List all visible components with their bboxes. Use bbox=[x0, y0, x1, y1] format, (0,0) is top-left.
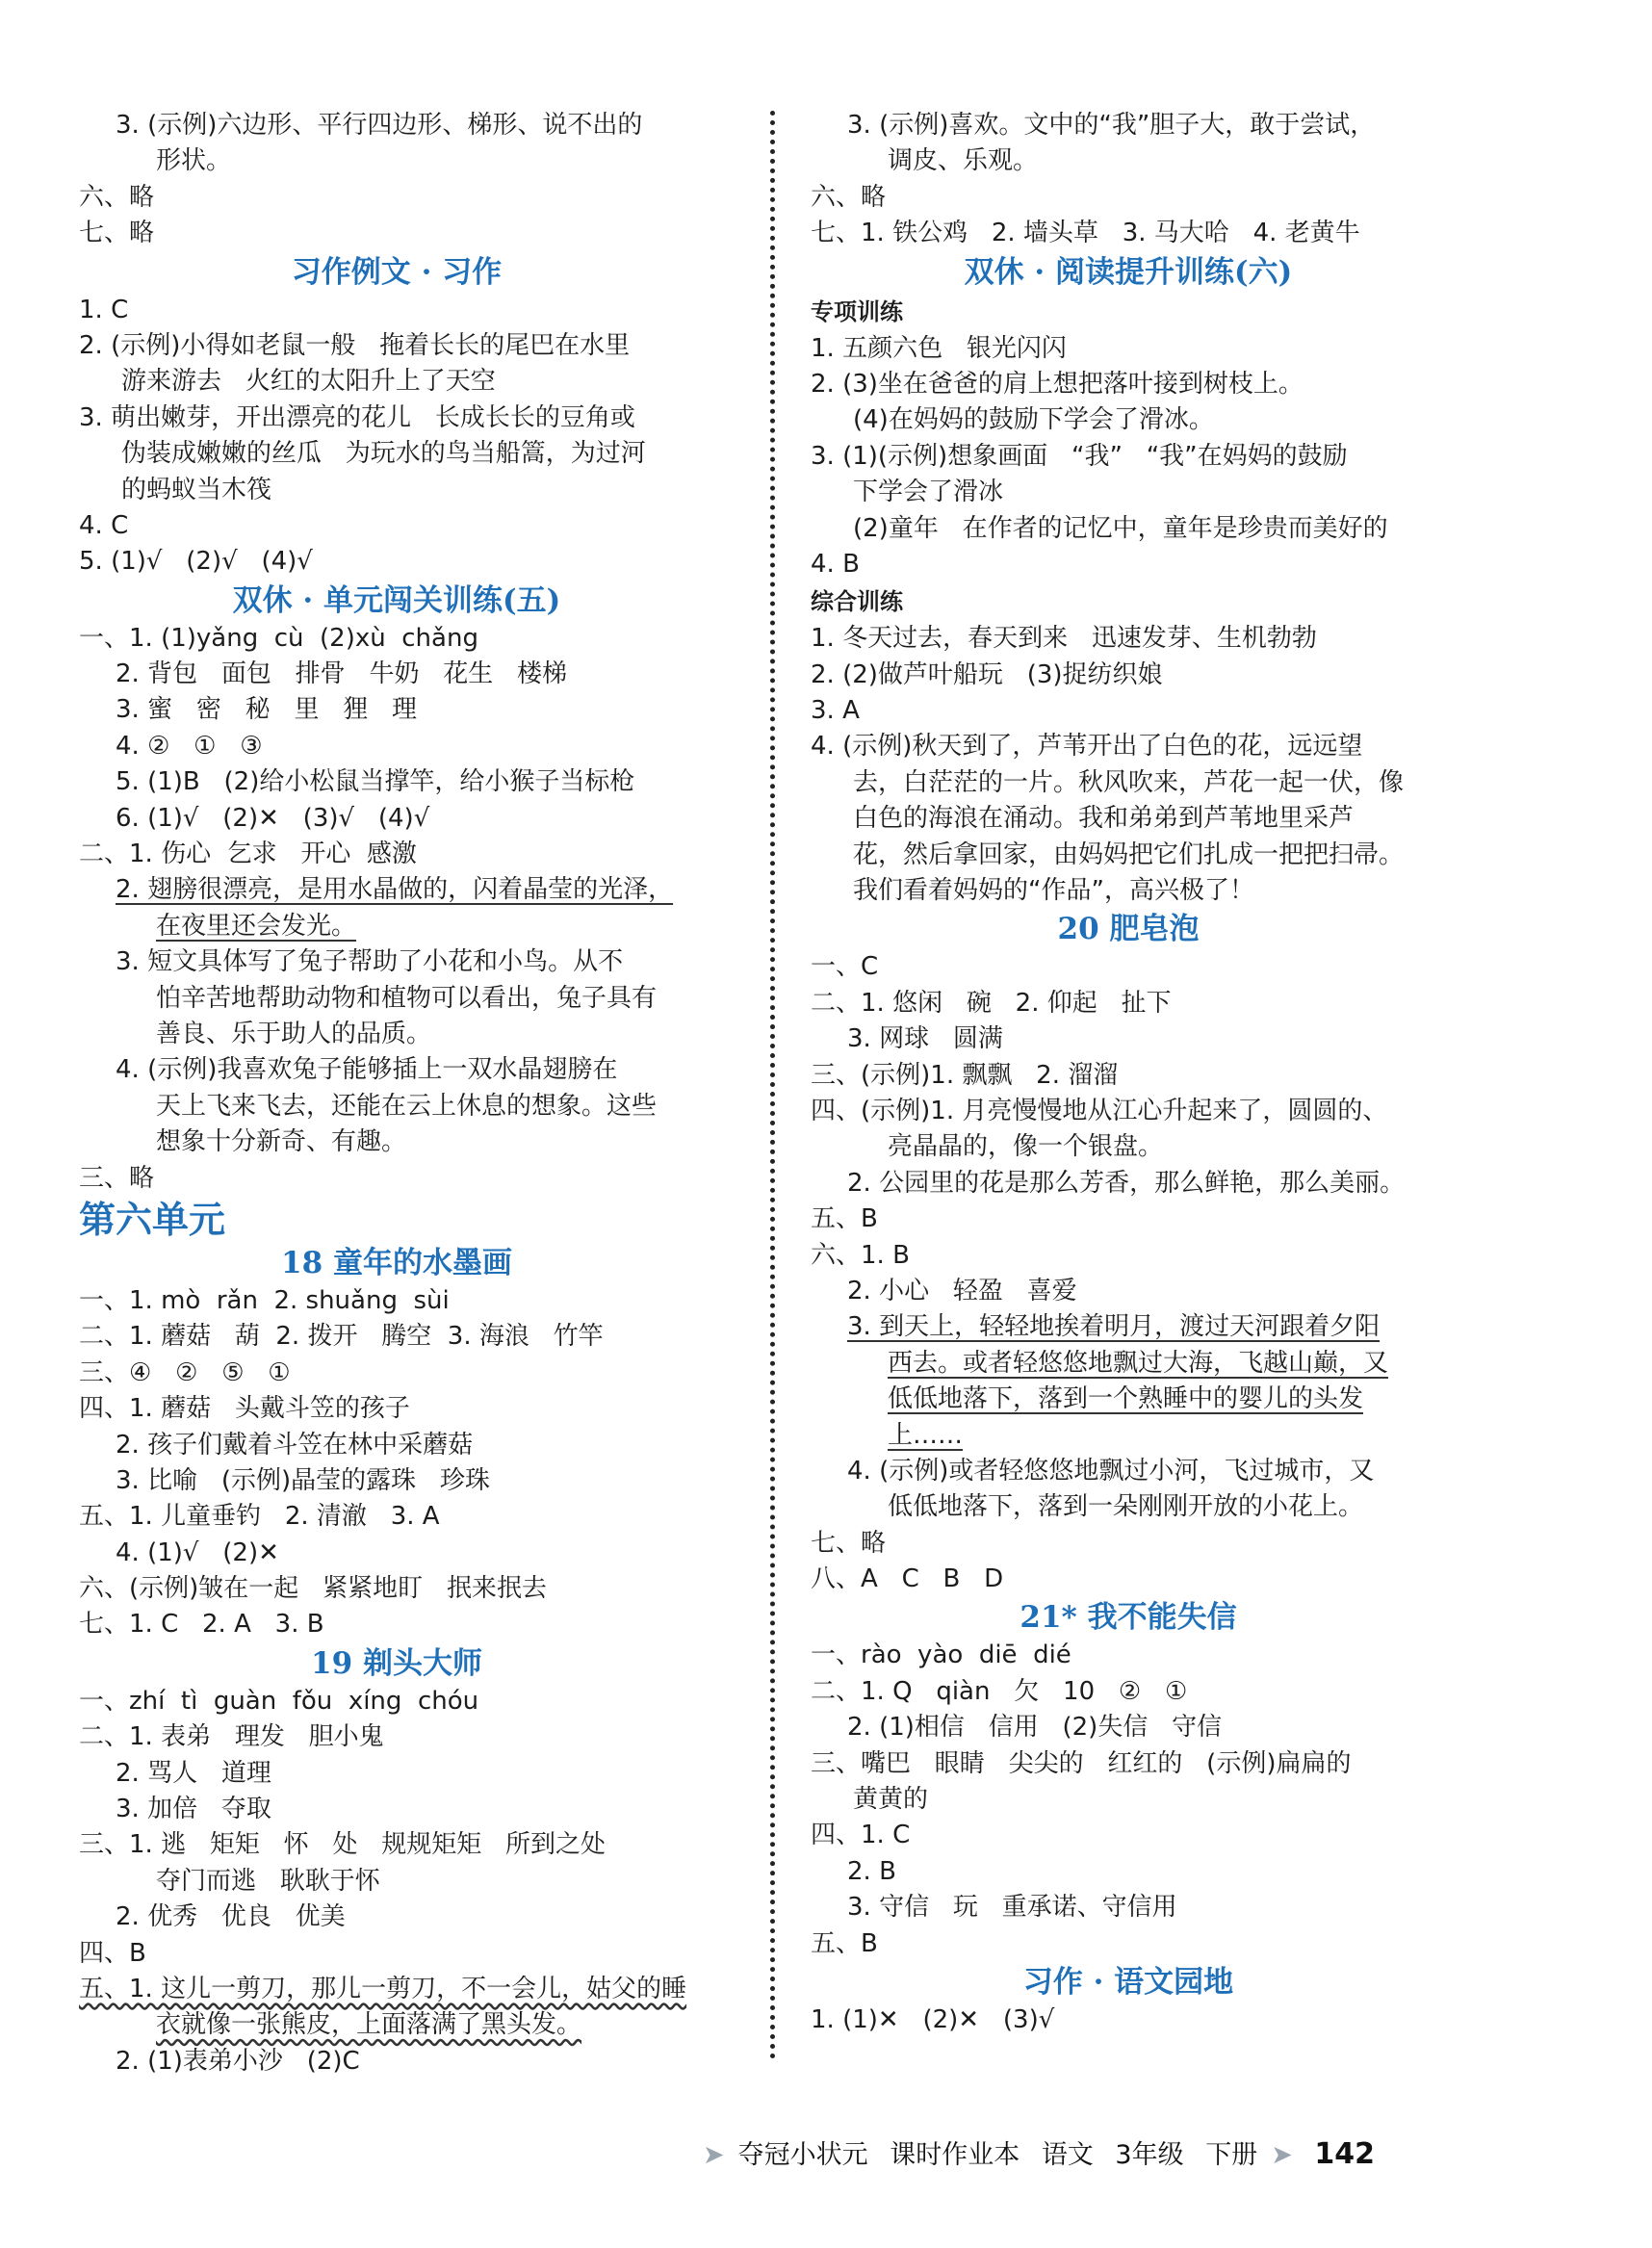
answer-line: 三、④ ② ⑤ ① bbox=[79, 1357, 291, 1387]
answer-line: 低低地落下，落到一朵刚刚开放的小花上。 bbox=[888, 1492, 1364, 1522]
answer-line: 六、略 bbox=[811, 182, 887, 212]
answer-line: 3. 守信 玩 重承诺、守信用 bbox=[847, 1893, 1177, 1923]
answer-line: 三、嘴巴 眼睛 尖尖的 红红的 (示例)扁扁的 bbox=[811, 1748, 1352, 1778]
answer-line: 5. (1)√ (2)√ (4)√ bbox=[79, 547, 313, 577]
answer-line: 3. 网球 圆满 bbox=[847, 1024, 1003, 1054]
answer-line: 白色的海浪在涌动。我和弟弟到芦苇地里采芦 bbox=[853, 804, 1355, 834]
answer-line: 六、(示例)皱在一起 紧紧地盯 抿来抿去 bbox=[79, 1574, 547, 1604]
answer-line: 3. 萌出嫩芽，开出漂亮的花儿 长成长长的豆角或 bbox=[79, 402, 635, 432]
arrow-right-icon: ➤ bbox=[1271, 2140, 1293, 2170]
answer-line: 的蚂蚁当木筏 bbox=[121, 475, 272, 504]
answer-line: 3. A bbox=[811, 696, 860, 726]
answer-line: 在夜里还会发光。 bbox=[156, 911, 357, 941]
answer-line: 3. 比喻 (示例)晶莹的露珠 珍珠 bbox=[116, 1465, 490, 1495]
answer-line: 夺门而逃 耿耿于怀 bbox=[156, 1866, 380, 1896]
answer-line: 2. 背包 面包 排骨 牛奶 花生 楼梯 bbox=[116, 659, 568, 689]
footer-brand: 夺冠小状元 bbox=[737, 2140, 868, 2170]
answer-line: 善良、乐于助人的品质。 bbox=[156, 1019, 432, 1048]
answer-line: 2. 骂人 道理 bbox=[116, 1758, 271, 1788]
answer-line: 下学会了滑冰 bbox=[853, 478, 1004, 507]
answer-line: 3. 蜜 密 秘 里 狸 理 bbox=[116, 695, 418, 725]
answer-line: 2. (1)相信 信用 (2)失信 守信 bbox=[847, 1713, 1223, 1743]
answer-line: 6. (1)√ (2)✕ (3)√ (4)√ bbox=[116, 803, 430, 833]
answer-line: 五、1. 这儿一剪刀，那儿一剪刀，不一会儿，姑父的睡 bbox=[79, 1974, 687, 2003]
answer-line: (4)在妈妈的鼓励下学会了滑冰。 bbox=[853, 405, 1214, 435]
answer-line: 花，然后拿回家，由妈妈把它们扎成一把把扫帚。 bbox=[853, 840, 1405, 869]
answer-line: 八、A C B D bbox=[811, 1564, 1004, 1594]
page-footer bbox=[703, 2135, 1415, 2174]
answer-line: 4. (示例)秋天到了，芦苇开出了白色的花，远远望 bbox=[811, 732, 1363, 762]
section-title: 19 剃头大师 bbox=[311, 1645, 482, 1681]
arrow-right-icon: ➤ bbox=[703, 2140, 725, 2170]
answer-line: 游来游去 火红的太阳升上了天空 bbox=[121, 367, 496, 397]
answer-line: 亮晶晶的，像一个银盘。 bbox=[888, 1132, 1164, 1162]
section-title: 双休 · 单元闯关训练(五) bbox=[232, 582, 561, 618]
answer-line: (2)童年 在作者的记忆中，童年是珍贵而美好的 bbox=[853, 513, 1388, 543]
answer-line: 3. (示例)喜欢。文中的“我”胆子大，敢于尝试， bbox=[847, 111, 1376, 140]
answer-line: 2. 公园里的花是那么芳香，那么鲜艳，那么美丽。 bbox=[847, 1168, 1406, 1198]
answer-line: 七、1. 铁公鸡 2. 墙头草 3. 马大哈 4. 老黄牛 bbox=[811, 219, 1360, 248]
answer-line: 3. (示例)六边形、平行四边形、梯形、说不出的 bbox=[116, 111, 643, 140]
answer-line: 2. (1)表弟小沙 (2)C bbox=[116, 2046, 360, 2076]
answer-line: 5. (1)B (2)给小松鼠当撑竿，给小猴子当标枪 bbox=[116, 767, 635, 797]
answer-line: 3. 到天上，轻轻地挨着明月，渡过天河跟着夕阳 bbox=[847, 1312, 1381, 1342]
answer-line: 二、1. 伤心 乞求 开心 感激 bbox=[79, 840, 417, 869]
answer-line: 一、1. mò rǎn 2. shuǎng sùi bbox=[79, 1285, 450, 1315]
answer-line: 一、1. (1)yǎng cù (2)xù chǎng bbox=[79, 623, 478, 653]
answer-line: 天上飞来飞去，还能在云上休息的想象。这些 bbox=[156, 1091, 658, 1121]
answer-line: 4. C bbox=[79, 510, 129, 540]
right-column bbox=[811, 108, 1446, 2038]
answer-line: 伪装成嫩嫩的丝瓜 为玩水的鸟当船篙，为过河 bbox=[121, 439, 646, 469]
answer-line: 上…… bbox=[888, 1420, 964, 1450]
answer-line: 1. 五颜六色 银光闪闪 bbox=[811, 333, 1067, 363]
answer-line: 我们看着妈妈的“作品”，高兴极了！ bbox=[853, 876, 1254, 906]
answer-line: 2. B bbox=[847, 1856, 896, 1886]
answer-line: 1. 冬天过去，春天到来 迅速发芽、生机勃勃 bbox=[811, 624, 1317, 654]
answer-line: 调皮、乐观。 bbox=[888, 146, 1039, 176]
answer-line: 3. 短文具体写了兔子帮助了小花和小鸟。从不 bbox=[116, 947, 624, 977]
answer-line: 四、1. C bbox=[811, 1821, 911, 1850]
answer-line: 3. 加倍 夺取 bbox=[116, 1795, 271, 1824]
page-number: 142 bbox=[1314, 2137, 1376, 2171]
answer-line: 2. 小心 轻盈 喜爱 bbox=[847, 1276, 1077, 1305]
answer-line: 2. 翅膀很漂亮，是用水晶做的，闪着晶莹的光泽， bbox=[116, 875, 674, 905]
answer-line: 六、略 bbox=[79, 182, 155, 212]
answer-line: 2. 孩子们戴着斗笠在林中采蘑菇 bbox=[116, 1430, 474, 1460]
answer-line: 二、1. 表弟 理发 胆小鬼 bbox=[79, 1722, 384, 1752]
answer-line: 五、1. 儿童垂钓 2. 清澈 3. A bbox=[79, 1502, 440, 1532]
section-title: 18 童年的水墨画 bbox=[281, 1245, 512, 1280]
answer-line: 四、B bbox=[79, 1938, 146, 1968]
answer-line: 三、1. 逃 矩矩 怀 处 规规矩矩 所到之处 bbox=[79, 1830, 607, 1860]
section-title: 双休 · 阅读提升训练(六) bbox=[964, 254, 1293, 290]
answer-line: 衣就像一张熊皮，上面落满了黑头发。 bbox=[156, 2010, 582, 2040]
answer-line: 3. (1)(示例)想象画面 “我” “我”在妈妈的鼓励 bbox=[811, 441, 1348, 471]
footer-volume: 下册 bbox=[1205, 2140, 1258, 2170]
answer-line: 2. (3)坐在爸爸的肩上想把落叶接到树枝上。 bbox=[811, 369, 1304, 399]
answer-line: 二、1. 悠闲 碗 2. 仰起 扯下 bbox=[811, 988, 1172, 1018]
section-title: 习作 · 语文园地 bbox=[1022, 1964, 1234, 2000]
answer-line: 五、B bbox=[811, 1204, 878, 1234]
answer-line: 4. ② ① ③ bbox=[116, 731, 263, 761]
answer-line: 怕辛苦地帮助动物和植物可以看出，兔子具有 bbox=[156, 983, 658, 1013]
answer-line: 七、1. C 2. A 3. B bbox=[79, 1610, 324, 1640]
column-divider bbox=[770, 111, 775, 2060]
subsection-heading: 综合训练 bbox=[811, 588, 903, 616]
answer-line: 西去。或者轻悠悠地飘过大海，飞越山巅，又 bbox=[888, 1348, 1389, 1378]
subsection-heading: 专项训练 bbox=[811, 297, 903, 325]
answer-line: 七、略 bbox=[79, 219, 155, 248]
answer-line: 4. (示例)我喜欢兔子能够插上一双水晶翅膀在 bbox=[116, 1055, 618, 1085]
left-column bbox=[79, 108, 714, 2080]
answer-line: 4. (1)√ (2)✕ bbox=[116, 1537, 279, 1567]
footer-series: 课时作业本 bbox=[890, 2140, 1020, 2170]
section-title: 习作例文 · 习作 bbox=[291, 254, 503, 290]
footer-grade: 3年级 bbox=[1115, 2140, 1184, 2170]
answer-line: 一、zhí tì guàn fǒu xíng chóu bbox=[79, 1686, 479, 1716]
answer-line: 4. B bbox=[811, 549, 860, 579]
answer-line: 4. (示例)或者轻悠悠地飘过小河，飞过城市，又 bbox=[847, 1456, 1375, 1486]
answer-line: 二、1. 蘑菇 葫 2. 拨开 腾空 3. 海浪 竹竿 bbox=[79, 1322, 604, 1352]
answer-line: 一、rào yào diē dié bbox=[811, 1641, 1071, 1670]
answer-line: 2. (2)做芦叶船玩 (3)捉纺织娘 bbox=[811, 659, 1163, 689]
answer-line: 去，白茫茫的一片。秋风吹来，芦花一起一伏，像 bbox=[853, 767, 1405, 797]
section-title: 20 肥皂泡 bbox=[1057, 912, 1200, 947]
answer-line: 黄黄的 bbox=[853, 1785, 929, 1815]
section-title: 21* 我不能失信 bbox=[1020, 1600, 1237, 1636]
answer-line: 低低地落下，落到一个熟睡中的婴儿的头发 bbox=[888, 1384, 1364, 1414]
unit-title: 第六单元 bbox=[79, 1197, 226, 1241]
answer-line: 1. C bbox=[79, 295, 129, 324]
answer-line: 2. 优秀 优良 优美 bbox=[116, 1902, 346, 1932]
answer-line: 想象十分新奇、有趣。 bbox=[156, 1127, 407, 1157]
footer-subject: 语文 bbox=[1041, 2140, 1094, 2170]
answer-line: 三、略 bbox=[79, 1163, 155, 1193]
answer-line: 2. (示例)小得如老鼠一般 拖着长长的尾巴在水里 bbox=[79, 330, 631, 360]
answer-line: 四、(示例)1. 月亮慢慢地从江心升起来了，圆圆的、 bbox=[811, 1096, 1388, 1125]
answer-line: 1. (1)✕ (2)✕ (3)√ bbox=[811, 2004, 1055, 2034]
answer-line: 形状。 bbox=[156, 146, 232, 176]
answer-line: 六、1. B bbox=[811, 1240, 910, 1270]
answer-line: 一、C bbox=[811, 952, 879, 982]
answer-line: 五、B bbox=[811, 1928, 878, 1958]
answer-line: 三、(示例)1. 飘飘 2. 溜溜 bbox=[811, 1060, 1119, 1090]
answer-line: 七、略 bbox=[811, 1528, 887, 1558]
answer-line: 四、1. 蘑菇 头戴斗笠的孩子 bbox=[79, 1394, 410, 1424]
answer-line: 二、1. Q qiàn 欠 10 ② ① bbox=[811, 1676, 1188, 1706]
